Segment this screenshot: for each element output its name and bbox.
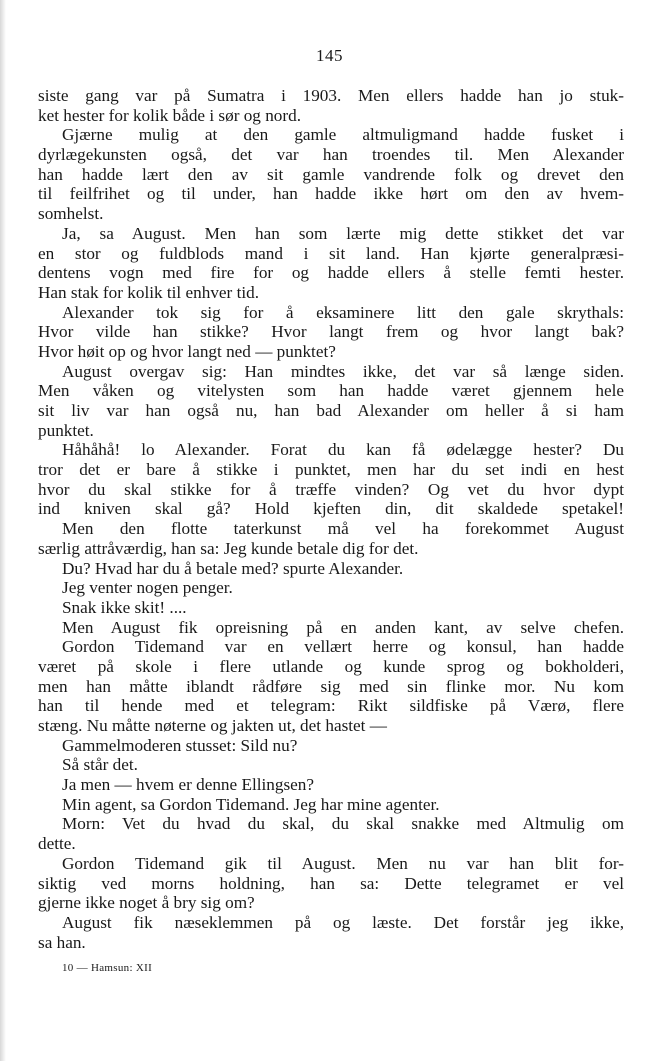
text-line: Jeg venter nogen penger. [62,578,233,598]
text-line: somhelst. [38,204,104,224]
text-line: punktet. [38,420,94,440]
text-line: dette. [38,834,76,854]
text-line: han hadde lært den av sit gamle vandrende folk og drevet den [38,164,624,184]
text-line: Gordon Tidemand var en vellært herre og konsul, han hadde [62,637,624,657]
text-line: særlig attråværdig, han sa: Jeg kunde betale dig for det. [38,538,419,558]
text-line: ket hester for kolik både i sør og nord. [38,105,301,125]
text-line: Gordon Tidemand gik til August. Men nu var han blit for- [62,853,624,873]
text-line: siktig ved morns holdning, han sa: Dette telegramet er vel [38,873,624,893]
text-line: Ja men — hvem er denne Ellingsen? [62,775,315,795]
text-line: Hvor vilde han stikke? Hvor langt frem og hvor langt bak? [38,322,624,342]
text-line: Han stak for kolik til enhver tid. [38,282,260,302]
text-line: Gjærne mulig at den gamle altmuligmand hadde fusket i [62,125,624,145]
page-footer-signature: 10 — Hamsun: XII [62,962,153,974]
text-line: til feilfrihet og til under, han hadde ikke hørt om den av hvem- [38,184,624,204]
text-line: dyrlægekunsten også, det var han troendes til. Men Alexander [38,145,624,165]
text-line: August overgav sig: Han mindtes ikke, det var så længe siden. [62,361,624,381]
text-line: dentens vogn med fire for og hadde ellers å stelle femti hester. [38,263,624,283]
text-line: Du? Hvad har du å betale med? spurte Alexander. [62,558,404,578]
text-line: sa han. [38,932,86,952]
text-line: Gammelmoderen stusset: Sild nu? [62,735,298,755]
text-line: en stor og fuldblods mand i sit land. Han kjørte generalpræsi- [38,243,624,263]
text-line: gjerne ikke noget å bry sig om? [38,893,255,913]
text-line: Alexander tok sig for å eksaminere litt den gale skrythals: [62,302,624,322]
text-line: tror det er bare å stikke i punktet, men har du set indi en hest [38,460,624,480]
text-line: han til hende med et telegram: Rikt sildfiske på Værø, flere [38,696,624,716]
text-line: Ja, sa August. Men han som lærte mig dette stikket det var [62,223,624,243]
text-line: Morn: Vet du hvad du skal, du skal snakke med Altmulig om [62,814,624,834]
text-line: ind kniven skal gå? Hold kjeften din, dit skaldede spetakel! [38,499,624,519]
text-line: været på skole i flere utlande og kunde sprog og bokholderi, [38,656,624,676]
text-line: Snak ikke skit! .... [62,597,187,617]
text-line: Men August fik opreisning på en anden kant, av selve chefen. [62,617,624,637]
text-line: Men den flotte taterkunst må vel ha forekommet August [62,519,624,539]
page-edge-shadow [0,0,6,1061]
text-line: stæng. Nu måtte nøterne og jakten ut, det hastet — [38,716,387,735]
text-line: siste gang var på Sumatra i 1903. Men ellers hadde han jo stuk- [38,86,624,105]
page-number: 145 [316,46,343,65]
text-line: Men våken og vitelysten som han hadde været gjennem hele [38,381,624,401]
text-line: sit liv var han også nu, han bad Alexander om heller å si ham [38,401,624,420]
body-text [38,86,624,952]
text-line: men han måtte iblandt rådføre sig med sin flinke mor. Nu kom [38,676,624,696]
text-line: Håhåhå! lo Alexander. Forat du kan få ødelægge hester? Du [62,440,624,460]
text-line: August fik næseklemmen på og læste. Det forstår jeg ikke, [62,912,624,932]
text-line: Hvor høit op og hvor langt ned — punktet? [38,341,336,361]
text-line: hvor du skal stikke for å træffe vinden? Og vet du hvor dypt [38,479,624,499]
text-line: Så står det. [62,755,138,775]
text-line: Min agent, sa Gordon Tidemand. Jeg har mine agenter. [62,794,440,814]
